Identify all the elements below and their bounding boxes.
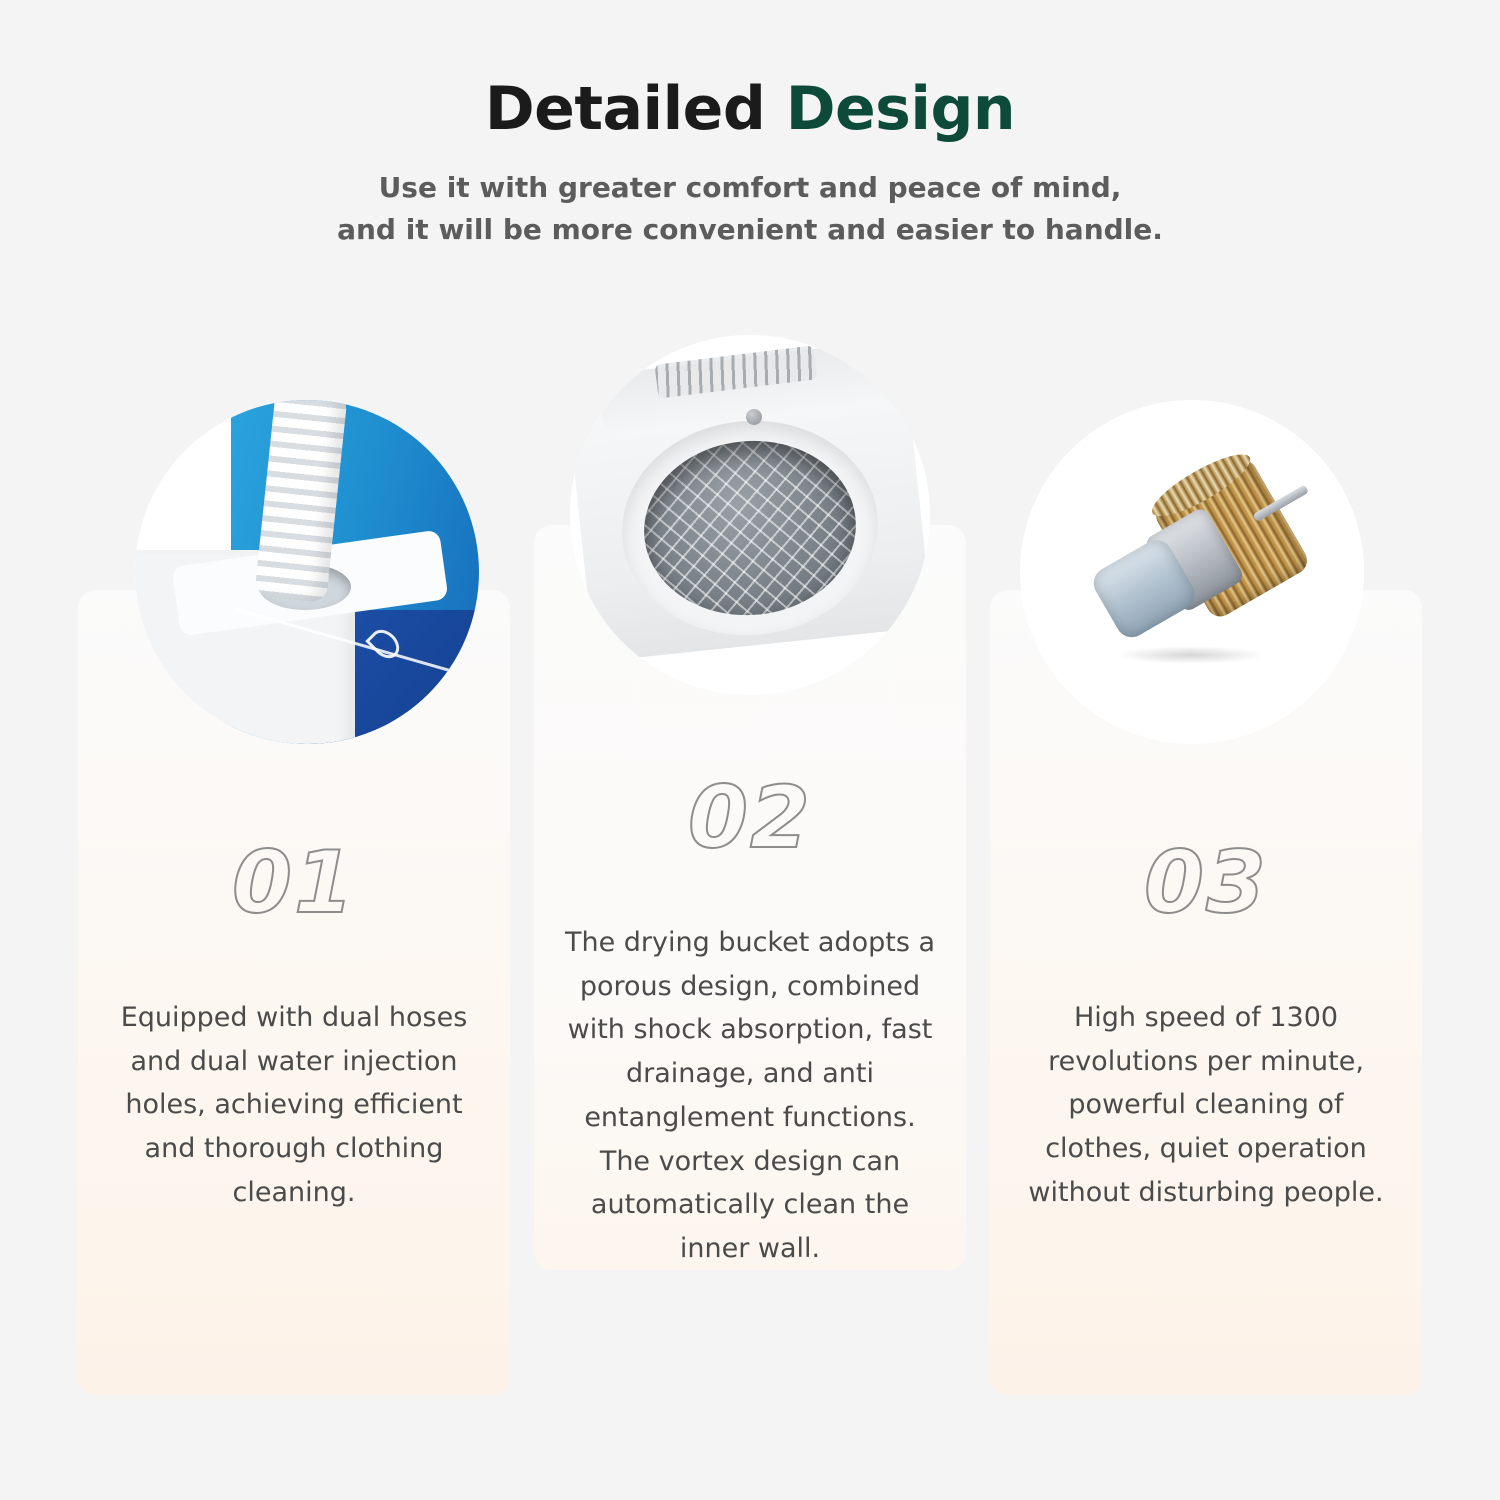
page-subtitle <box>225 167 1275 251</box>
porous-drum-surface <box>637 432 863 624</box>
washer-hose-inlet-photo <box>135 400 479 744</box>
page-subtitle-line-2: and it will be more convenient and easier to handle. <box>337 213 1163 246</box>
motor-shadow <box>1116 646 1266 664</box>
header <box>0 74 1500 251</box>
feature-description-02: The drying bucket adopts a porous design, combined with shock absorption, fast drainage, and anti entanglement functions. The vortex design can automatically clean the inner wall. <box>564 927 936 1265</box>
feature-number-02: 02 <box>688 768 812 868</box>
page-subtitle-line-1: Use it with greater comfort and peace of mind, <box>378 171 1122 204</box>
feature-description-01: Equipped with dual hoses and dual water injection holes, achieving efficient and thorough clothing cleaning. <box>120 1002 468 1208</box>
screw-icon <box>746 409 762 425</box>
feature-number-01: 01 <box>232 833 356 933</box>
page-title <box>0 74 1500 144</box>
page-title-accent: Design <box>785 74 1016 144</box>
feature-number-03: 03 <box>1144 833 1268 933</box>
feature-description-03: High speed of 1300 revolutions per minute, powerful cleaning of clothes, quiet operation without disturbing people. <box>1028 1002 1384 1208</box>
page-title-primary: Detailed <box>484 74 786 144</box>
drying-bucket-drum-photo <box>570 335 930 695</box>
motor-assembly-photo <box>1020 400 1364 744</box>
